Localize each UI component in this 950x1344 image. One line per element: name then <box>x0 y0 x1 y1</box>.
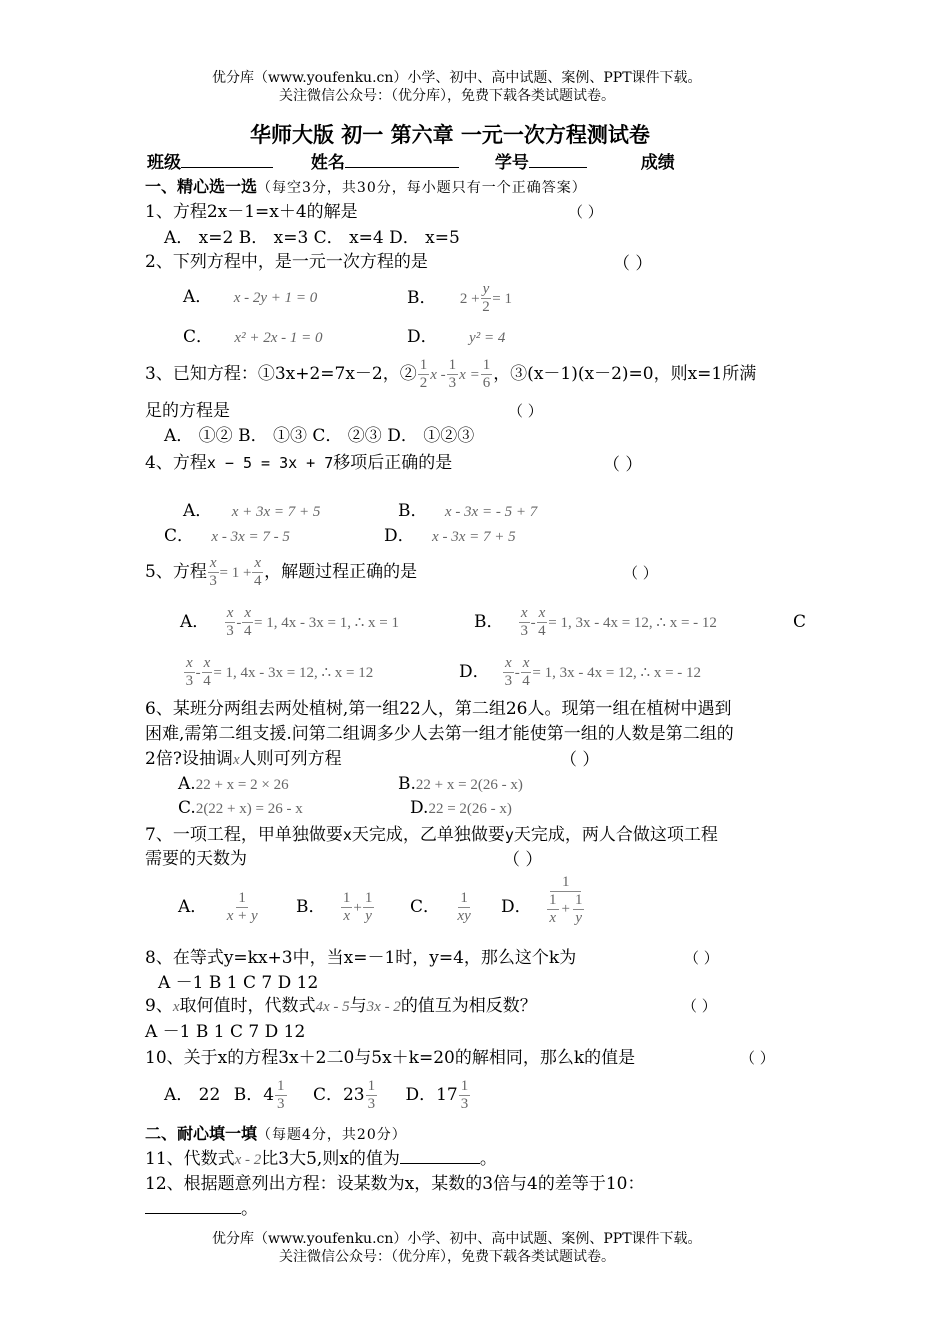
q5-b-label: B． <box>474 612 504 632</box>
q3-f4: 3 <box>448 375 457 391</box>
q5-a-label: A． <box>180 612 210 632</box>
q3-f2: 2 <box>419 375 428 391</box>
q10-d-d: 3 <box>460 1096 469 1112</box>
q7-b-n2: 1 <box>364 890 373 906</box>
q4-stem <box>145 452 452 474</box>
q6-c-label: C. <box>178 798 196 818</box>
q7-c-frac <box>457 890 470 925</box>
q5-b-d2: 4 <box>538 623 546 639</box>
q6-a-math: 22 + x = 2 × 26 <box>195 777 289 793</box>
q5-c-frac2 <box>202 655 213 690</box>
score-label: 成绩 <box>640 153 675 173</box>
q11-stem-b: 比3大5,则x的值为 <box>261 1149 400 1169</box>
q5-stem-b: ，解题过程正确的是 <box>264 562 418 582</box>
q7-b-frac1 <box>341 890 353 925</box>
q7-x: x <box>342 826 352 844</box>
q2-b-label: B． <box>407 288 437 308</box>
q12-end: 。 <box>241 1199 258 1219</box>
q3-f3: 1 <box>448 357 457 373</box>
q8-options: A －1 B 1 C 7 D 12 <box>158 973 319 993</box>
q2-option-c <box>183 326 322 349</box>
q4-stem-a: 4、方程 <box>145 453 207 473</box>
section2-header <box>145 1123 407 1146</box>
q2-stem: 2、下列方程中，是一元一次方程的是 <box>145 252 428 272</box>
q6-line3a: 2倍?设抽调 <box>145 749 233 769</box>
q10-b: B．4 <box>233 1085 275 1105</box>
q3-f1: 1 <box>419 357 428 373</box>
q4-d-label: D． <box>384 526 415 546</box>
q9-stem-a: 9、 <box>145 996 173 1016</box>
q9-stem <box>145 995 537 1018</box>
q7-option-c <box>410 885 472 929</box>
q4-equation: x − 5 = 3x + 7 <box>206 454 334 472</box>
q10-d: D．17 <box>405 1085 458 1105</box>
q4-b-label: B． <box>398 501 428 521</box>
q4-option-b <box>398 500 537 523</box>
q5-b-frac1 <box>519 605 530 640</box>
footer-line-2: 关注微信公众号：（优分库），免费下载各类试题试卷。 <box>279 1249 615 1265</box>
q7-b-plus: + <box>353 900 362 916</box>
q2-b-num: y <box>482 281 490 297</box>
q6-line3 <box>145 748 342 771</box>
q7-line1c: 天完成，两人合做这项工程 <box>513 825 718 845</box>
q7-y: y <box>504 826 514 844</box>
q5-frac-x4 <box>252 555 263 590</box>
q5-d-label: D． <box>459 662 490 682</box>
class-label: 班级 <box>147 153 181 173</box>
q5-b-x2: x <box>538 605 546 621</box>
q12-blank[interactable] <box>145 1198 241 1214</box>
q2-c-math: x² + 2x - 1 = 0 <box>234 330 323 346</box>
q11-blank[interactable] <box>400 1148 480 1164</box>
q5-a-d1: 3 <box>226 623 234 639</box>
q7-d-i1n: 1 <box>549 892 557 908</box>
q5-a-d2: 4 <box>243 623 252 639</box>
q5-a-minus: - <box>236 615 242 631</box>
q2-option-d <box>407 326 505 349</box>
q10-b-frac <box>275 1078 287 1113</box>
q7-c-num: 1 <box>460 890 468 906</box>
q3-stem-a: 3、已知方程：①3x+2=7x－2，② <box>145 364 417 384</box>
q11-stem-c: 。 <box>479 1149 497 1169</box>
q7-a-frac <box>227 890 258 925</box>
q7-line1b: 天完成，乙单独做要 <box>351 825 505 845</box>
q5-a-frac2 <box>242 605 253 640</box>
q7-a-label: A． <box>178 897 208 917</box>
q6-d-math: 22 = 2(26 - x) <box>428 801 512 817</box>
q6-option-c <box>178 797 303 820</box>
q7-d-i2d: y <box>575 910 583 926</box>
q1-stem: 1、方程2x－1=x＋4的解是 <box>145 202 358 222</box>
q5-x-num2: x <box>254 555 262 571</box>
q5-d-x2: x <box>522 655 530 671</box>
q9-stem-c: 与 <box>349 996 367 1016</box>
q7-d-inner1 <box>547 892 559 927</box>
q5-b-x1: x <box>520 605 528 621</box>
q11-expr: x - 2 <box>234 1152 262 1168</box>
q7-d-i1d: x <box>549 910 557 926</box>
q5-b-d1: 3 <box>520 623 528 639</box>
q1-bracket[interactable]: （ ） <box>568 203 603 221</box>
q5-c-math: = 1, 4x - 3x = 12, ∴ x = 12 <box>213 665 374 681</box>
q3-x1: x - <box>430 367 446 383</box>
q10-d-n: 1 <box>460 1078 469 1094</box>
q7-option-d-label: D． <box>501 897 532 917</box>
q5-c-minus: - <box>195 665 201 681</box>
header-line-2: 关注微信公众号：（优分库），免费下载各类试题试卷。 <box>279 88 615 104</box>
q10-c-n: 1 <box>367 1078 376 1094</box>
q6-line3b: 人则可列方程 <box>239 749 342 769</box>
q5-bracket[interactable]: （ ） <box>623 564 658 582</box>
q2-b-den: 2 <box>482 299 490 315</box>
q5-c-label: C <box>793 612 807 632</box>
q6-a-label: A. <box>178 774 196 794</box>
q5-a-math: = 1, 4x - 3x = 1, ∴ x = 1 <box>254 615 399 631</box>
q5-stem-a: 5、方程 <box>145 562 207 582</box>
q2-a-math: x - 2y + 1 = 0 <box>233 290 318 306</box>
q7-a-den: x + y <box>226 908 258 924</box>
q5-c-d2: 4 <box>203 673 211 689</box>
q10-c-d: 3 <box>367 1096 376 1112</box>
q7-b-d2: y <box>365 908 372 924</box>
q2-d-math: y² = 4 <box>469 330 506 346</box>
name-blank[interactable] <box>345 152 459 168</box>
q2-b-right: = 1 <box>492 291 513 307</box>
q4-d-math: x - 3x = 7 + 5 <box>432 529 516 545</box>
q3-options: A． ①② B． ①③ C． ②③ D． ①②③ <box>164 426 475 446</box>
q7-b-d1: x <box>343 908 350 924</box>
q5-4-den: 4 <box>254 573 262 589</box>
q9-e2: 3x - 2 <box>366 999 401 1015</box>
q10-stem: 10、关于x的方程3x＋2二0与5x＋k=20的解相同，那么k的值是 <box>145 1048 636 1068</box>
q2-c-label: C． <box>183 327 214 347</box>
q7-d-frac <box>547 874 584 927</box>
q12-stem: 12、根据题意列出方程：设某数为x，某数的3倍与4的差等于10： <box>145 1174 645 1194</box>
q5-b-frac2 <box>537 605 548 640</box>
q2-b-left: 2 + <box>459 291 480 307</box>
q10-b-n: 1 <box>277 1078 285 1094</box>
q4-b-math: x - 3x = - 5 + 7 <box>444 504 538 520</box>
q4-option-a <box>183 500 320 523</box>
q2-bracket[interactable]: （ ） <box>613 254 653 274</box>
q6-option-b <box>398 773 523 796</box>
q12-answer-line <box>145 1198 258 1220</box>
class-blank[interactable] <box>181 152 273 168</box>
q6-option-d <box>410 797 512 820</box>
q3-f6: 6 <box>482 375 491 391</box>
q10-b-d: 3 <box>277 1096 285 1112</box>
q3-f5: 1 <box>482 357 491 373</box>
q3-frac-1 <box>418 357 430 392</box>
q9-bracket[interactable]: （ ） <box>682 997 717 1015</box>
q7-d-num: 1 <box>550 874 582 892</box>
q3-stem-c: 足的方程是 <box>145 401 230 421</box>
section2-heading: 二、耐心填一填 <box>145 1124 258 1143</box>
q6-bracket[interactable]: （ ） <box>560 750 600 770</box>
q5-mid: = 1 + <box>219 565 252 581</box>
q5-c-frac1 <box>184 655 195 690</box>
section2-note: （每题4分，共20分） <box>257 1127 407 1143</box>
q5-stem <box>145 551 417 594</box>
q6-option-a <box>178 773 289 796</box>
q3-stem-b: ，③(x－1)(x－2)=0，则x=1所满 <box>493 364 757 384</box>
info-line <box>147 152 675 174</box>
q5-option-b <box>474 600 717 645</box>
q5-d-frac1 <box>503 655 514 690</box>
q3-frac-3 <box>481 357 493 392</box>
id-label: 学号 <box>494 153 529 173</box>
q7-b-n1: 1 <box>342 890 351 906</box>
q6-b-math: 22 + x = 2(26 - x) <box>415 777 523 793</box>
q7-c-label: C． <box>410 897 441 917</box>
q11-stem-a: 11、代数式 <box>145 1149 235 1169</box>
q7-b-label: B． <box>296 897 326 917</box>
q5-x-num: x <box>209 555 217 571</box>
q2-b-frac <box>481 281 492 316</box>
q2-a-label: A． <box>183 287 213 307</box>
q8-bracket[interactable]: （ ） <box>684 949 719 967</box>
header-line-1: 优分库（www.youfenku.cn）小学、初中、高中试题、案例、PPT课件下载。 <box>212 70 702 86</box>
q6-b-label: B. <box>398 774 416 794</box>
q4-option-c <box>164 525 290 548</box>
q5-c-x2: x <box>203 655 211 671</box>
q5-d-frac2 <box>521 655 532 690</box>
q5-d-minus: - <box>514 665 520 681</box>
q5-3-den: 3 <box>209 573 217 589</box>
q9-stem-d: 的值互为相反数？ <box>400 996 537 1016</box>
q7-line1 <box>145 824 718 846</box>
q3-x2: x = <box>459 367 480 383</box>
q5-c-x1: x <box>186 655 193 671</box>
q9-x: x <box>172 999 180 1015</box>
q7-b-frac2 <box>363 890 375 925</box>
q7-c-den: xy <box>457 908 471 924</box>
q7-option-b <box>296 885 375 930</box>
q3-bracket[interactable]: （ ） <box>508 402 543 420</box>
q7-d-i2n: 1 <box>574 892 583 908</box>
section1-heading: 一、精心选一选 <box>145 177 258 196</box>
q5-b-minus: - <box>530 615 536 631</box>
q2-option-b <box>407 278 512 319</box>
q5-d-x1: x <box>505 655 512 671</box>
q10-d-frac <box>459 1078 471 1113</box>
q6-xvar: x <box>232 752 240 768</box>
q7-d-plus: + <box>561 901 570 917</box>
q6-d-label: D. <box>410 798 429 818</box>
section1-note: （每空3分，共30分，每小题只有一个正确答案） <box>257 180 587 196</box>
q7-d-inner2 <box>573 892 585 927</box>
q4-c-math: x - 3x = 7 - 5 <box>211 529 290 545</box>
q3-frac-2 <box>447 357 459 392</box>
q9-options: A －1 B 1 C 7 D 12 <box>145 1022 306 1042</box>
q7-bracket[interactable]: （ ） <box>503 850 543 870</box>
q5-option-c <box>183 650 373 695</box>
id-blank[interactable] <box>529 152 587 168</box>
q11-stem <box>145 1148 497 1171</box>
q9-e1: 4x - 5 <box>315 999 350 1015</box>
q8-stem: 8、在等式y=kx+3中，当x=－1时，y=4，那么这个k为 <box>145 948 577 968</box>
q7-line2: 需要的天数为 <box>145 849 247 869</box>
q10-options <box>164 1074 471 1116</box>
q5-option-d <box>459 650 701 695</box>
q4-bracket[interactable]: （ ） <box>603 455 643 475</box>
q7-line1a: 7、一项工程，甲单独做要 <box>145 825 343 845</box>
q5-option-a <box>180 600 399 645</box>
q6-c-math: 2(22 + x) = 26 - x <box>195 801 303 817</box>
q1-options: A． x=2 B． x=3 C． x=4 D． x=5 <box>164 228 460 248</box>
q2-d-label: D． <box>407 327 438 347</box>
q10-c: C．23 <box>312 1085 365 1105</box>
q5-b-math: = 1, 3x - 4x = 12, ∴ x = - 12 <box>548 615 717 631</box>
q10-c-frac <box>366 1078 378 1113</box>
section1-header <box>145 176 587 199</box>
q5-d-d2: 4 <box>522 673 530 689</box>
q4-stem-b: 移项后正确的是 <box>333 453 453 473</box>
q5-a-frac1 <box>225 605 236 640</box>
q10-bracket[interactable]: （ ） <box>740 1049 775 1067</box>
name-label: 姓名 <box>310 153 345 173</box>
footer-line-1: 优分库（www.youfenku.cn）小学、初中、高中试题、案例、PPT课件下载。 <box>212 1231 702 1247</box>
q7-option-a <box>178 885 259 929</box>
q3-stem-line1 <box>145 354 756 395</box>
q5-a-x1: x <box>226 605 234 621</box>
q5-frac-x3 <box>208 555 219 590</box>
q10-a: A． 22 <box>164 1085 221 1105</box>
q5-a-x2: x <box>244 605 252 621</box>
q4-a-math: x + 3x = 7 + 5 <box>231 504 321 520</box>
page-title: 华师大版 初一 第六章 一元一次方程测试卷 <box>250 123 650 147</box>
q5-d-d1: 3 <box>504 673 513 689</box>
q6-line1: 6、某班分两组去两处植树,第一组22人，第二组26人。现第一组在植树中遇到 <box>145 699 732 719</box>
q6-line2: 困难,需第二组支援.问第二组调多少人去第一组才能使第一组的人数是第二组的 <box>145 724 734 744</box>
q5-c-d1: 3 <box>185 673 194 689</box>
q7-a-num: 1 <box>238 890 246 906</box>
q4-c-label: C． <box>164 526 195 546</box>
q4-a-label: A． <box>183 501 213 521</box>
q9-stem-b: 取何值时，代数式 <box>179 996 316 1016</box>
q5-d-math: = 1, 3x - 4x = 12, ∴ x = - 12 <box>532 665 702 681</box>
q4-option-d <box>384 525 516 548</box>
q2-option-a <box>183 286 317 309</box>
q7-option-d <box>546 874 585 927</box>
